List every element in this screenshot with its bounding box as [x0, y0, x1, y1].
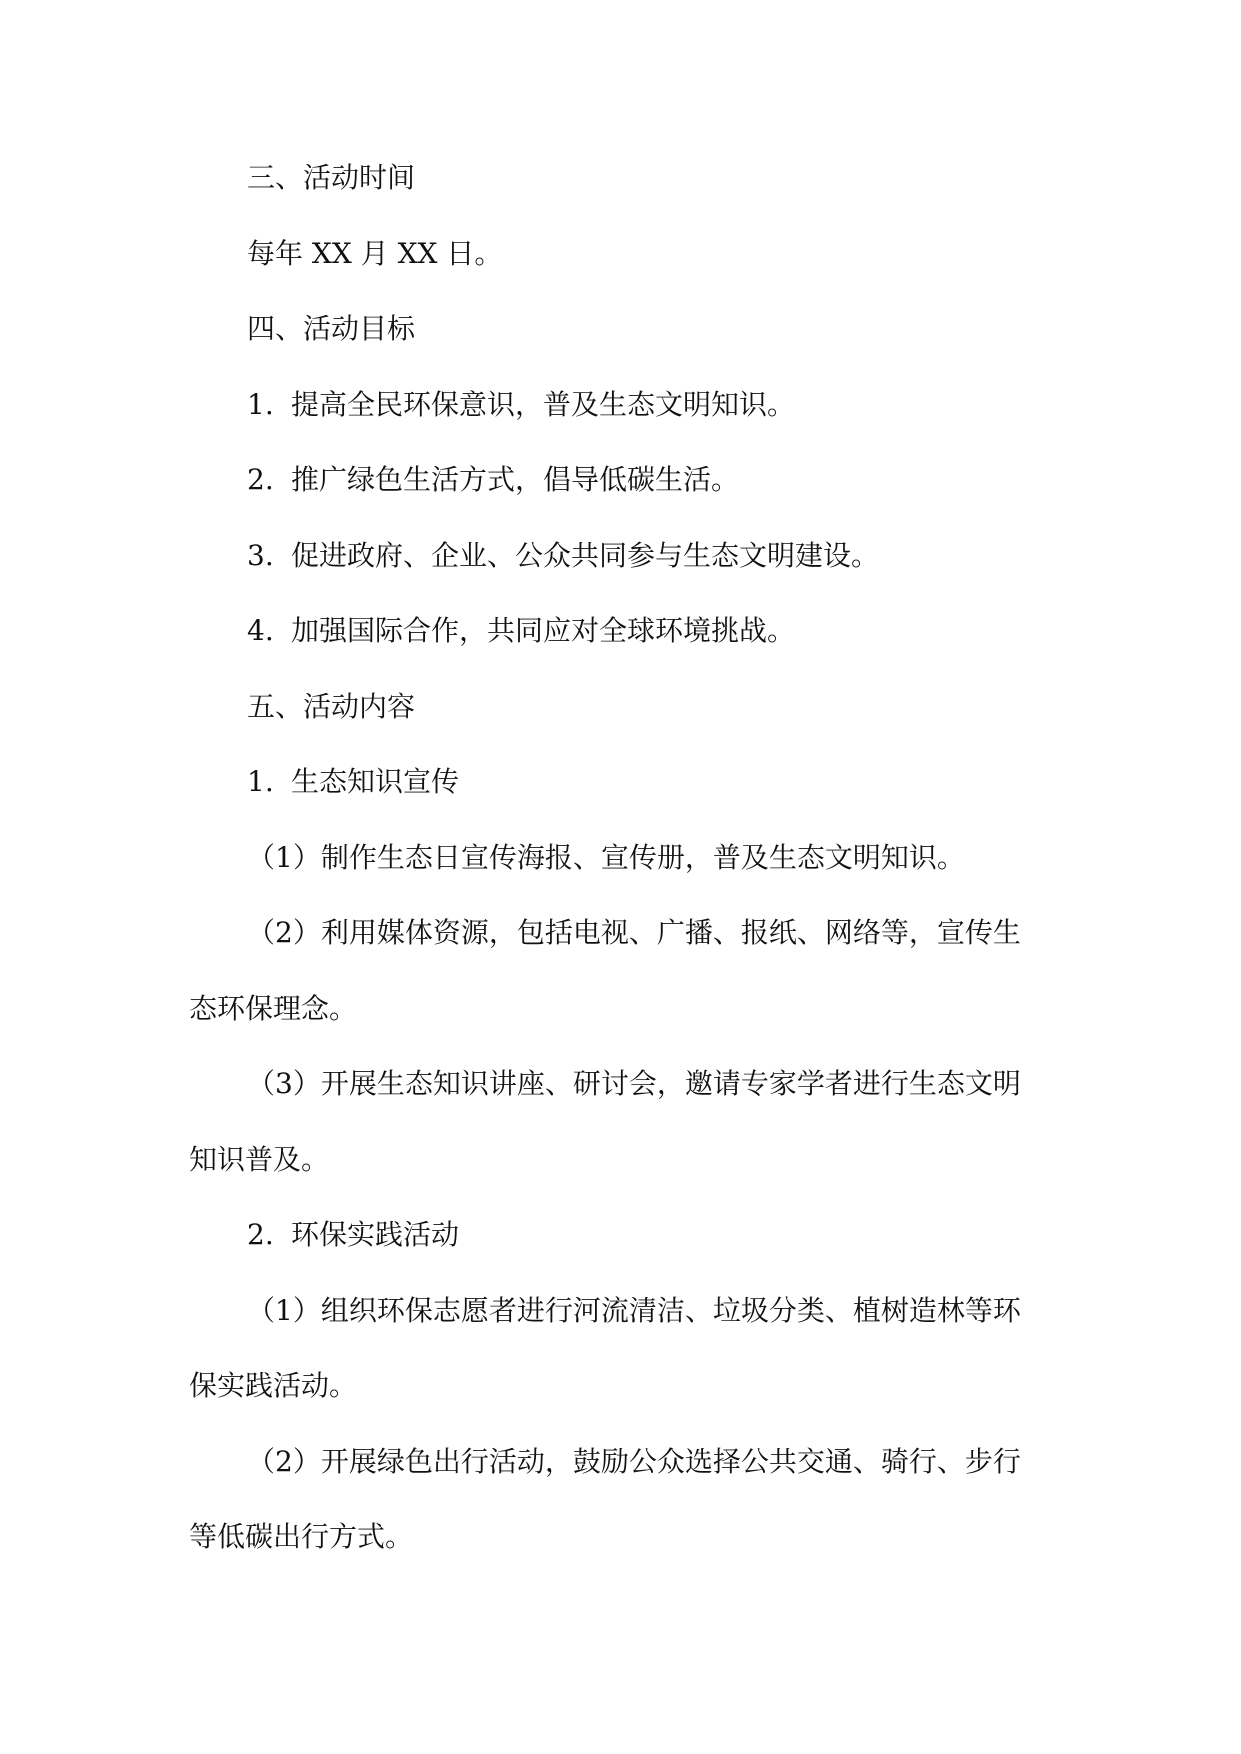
subsection-heading-text: 生态知识宣传	[291, 765, 460, 798]
list-item	[189, 442, 1055, 518]
paragraph-continuation: 知识普及。	[189, 1142, 330, 1176]
list-item	[189, 593, 1055, 669]
list-item-text: 提高全民环保意识，普及生态文明知识。	[291, 387, 796, 421]
list-number: 4.	[247, 614, 274, 647]
list-item-text: 促进政府、企业、公众共同参与生态文明建设。	[291, 538, 880, 572]
list-number: 3.	[247, 538, 274, 572]
document-body	[189, 140, 1055, 1575]
section-heading: 四、活动目标	[247, 312, 416, 345]
section-heading: 五、活动内容	[247, 689, 416, 723]
paragraph: （2）开展绿色出行活动，鼓励公众选择公共交通、骑行、步行	[247, 1444, 1021, 1478]
list-item-text: 加强国际合作，共同应对全球环境挑战。	[291, 614, 796, 647]
list-item	[189, 518, 1055, 594]
subsection-heading	[189, 1197, 1055, 1273]
paragraph: （3）开展生态知识讲座、研讨会，邀请专家学者进行生态文明	[247, 1067, 1021, 1100]
paragraph: （1）组织环保志愿者进行河流清洁、垃圾分类、植树造林等环	[247, 1293, 1021, 1327]
paragraph-continuation: 等低碳出行方式。	[189, 1520, 414, 1553]
list-item	[189, 367, 1055, 443]
paragraph: 每年 XX 月 XX 日。	[247, 236, 503, 270]
paragraph-continuation: 态环保理念。	[189, 991, 358, 1025]
list-number: 1.	[247, 387, 274, 421]
section-heading: 三、活动时间	[247, 161, 416, 194]
subsection-heading	[189, 744, 1055, 820]
paragraph: （2）利用媒体资源，包括电视、广播、报纸、网络等，宣传生	[247, 916, 1021, 949]
paragraph-continuation: 保实践活动。	[189, 1369, 358, 1402]
paragraph: （1）制作生态日宣传海报、宣传册，普及生态文明知识。	[247, 840, 965, 874]
subsection-heading-text: 环保实践活动	[291, 1218, 460, 1251]
list-number: 1.	[247, 765, 274, 798]
list-number: 2.	[247, 1218, 274, 1251]
list-item-text: 推广绿色生活方式，倡导低碳生活。	[291, 463, 740, 496]
list-number: 2.	[247, 463, 274, 496]
